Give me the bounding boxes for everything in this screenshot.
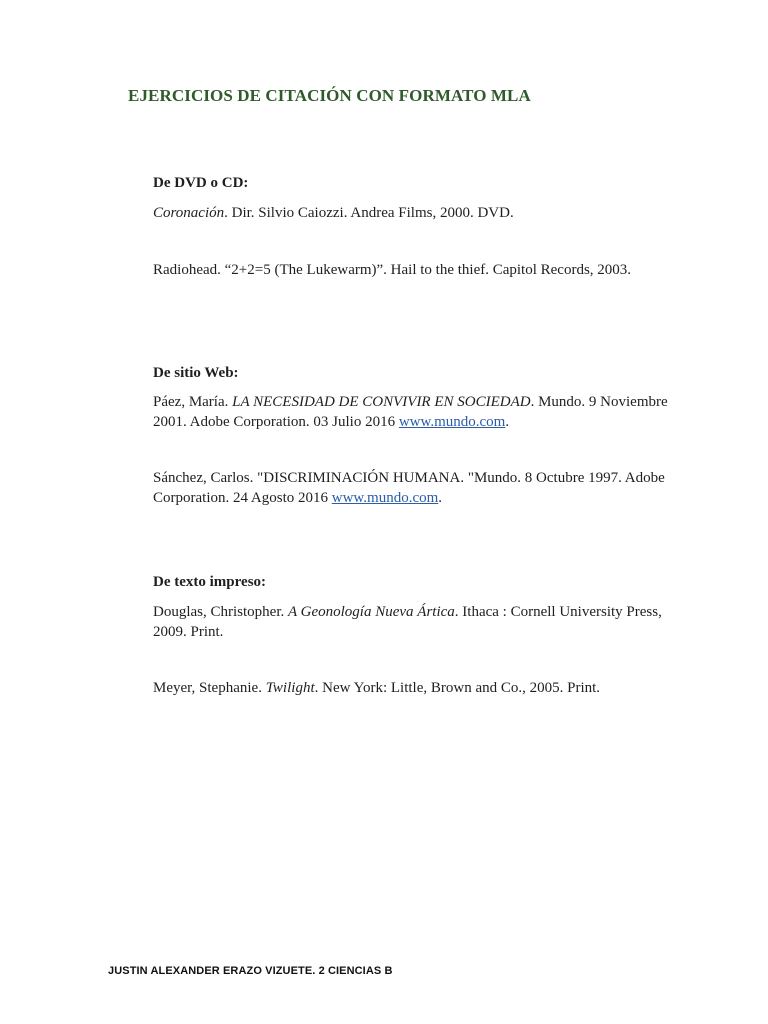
citation-author: Douglas, Christopher. (153, 604, 288, 620)
citation-text: . New York: Little, Brown and Co., 2005. Print. (314, 680, 601, 696)
section-heading-dvd-cd: De DVD o CD: (153, 175, 249, 191)
document-title: EJERCICIOS DE CITACIÓN CON FORMATO MLA (128, 86, 531, 105)
citation-link[interactable]: www.mundo.com (398, 414, 506, 430)
section-heading-texto-impreso: De texto impreso: (153, 574, 267, 590)
citation-entry-radiohead (153, 260, 673, 280)
citation-suffix: . (438, 490, 443, 506)
citation-text: Sánchez, Carlos. "DISCRIMINACIÓN HUMANA. "Mundo. 8 Octubre 1997. Adobe Corporation. 24 Agosto 2016 (153, 470, 665, 506)
citation-entry-coronacion (153, 203, 673, 223)
citation-text: . Ithaca : Cornell University Press, 2009. Print. (153, 604, 662, 640)
citation-text: . Dir. Silvio Caiozzi. Andrea Films, 2000. DVD. (224, 205, 514, 221)
citation-entry-meyer (153, 678, 673, 698)
citation-italic-title: Twilight (265, 680, 315, 696)
citation-entry-paez (153, 392, 673, 432)
citation-link[interactable]: www.mundo.com (331, 490, 439, 506)
citation-entry-sanchez (153, 468, 673, 508)
citation-italic-title: Coronación (153, 205, 225, 221)
section-heading-sitio-web: De sitio Web: (153, 365, 239, 381)
document-footer: JUSTIN ALEXANDER ERAZO VIZUETE. 2 CIENCIAS B (108, 965, 393, 977)
citation-author: Páez, María. (153, 394, 233, 410)
citation-text: Radiohead. “2+2=5 (The Lukewarm)”. Hail to the thief. Capitol Records, 2003. (153, 262, 632, 278)
citation-entry-douglas (153, 602, 673, 642)
citation-italic-title: LA NECESIDAD DE CONVIVIR EN SOCIEDAD (232, 394, 531, 410)
citation-text: . Mundo. 9 Noviembre 2001. Adobe Corporation. 03 Julio 2016 (153, 394, 668, 430)
citation-italic-title: A Geonología Nueva Ártica (288, 604, 455, 620)
citation-suffix: . (505, 414, 510, 430)
citation-author: Meyer, Stephanie. (153, 680, 266, 696)
